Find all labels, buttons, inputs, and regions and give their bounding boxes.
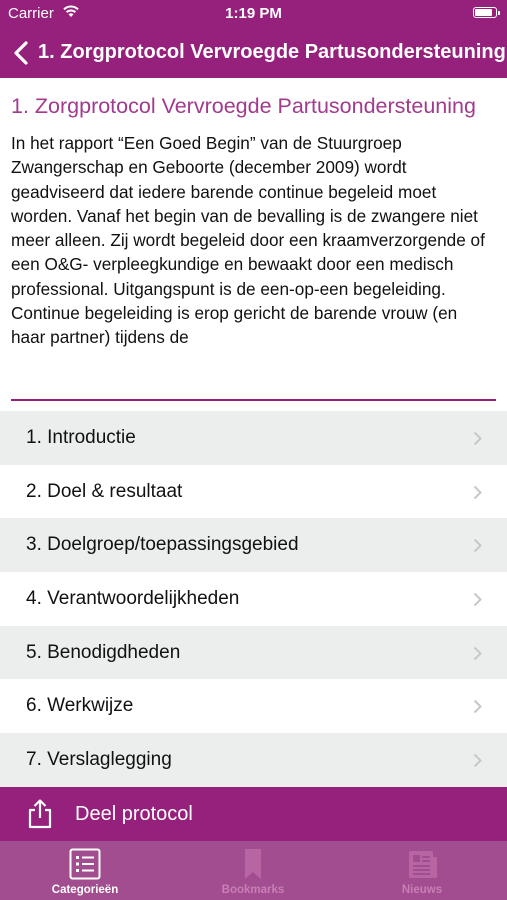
chevron-right-icon	[473, 592, 482, 607]
newspaper-icon	[406, 848, 438, 880]
back-chevron-icon[interactable]	[12, 40, 30, 66]
tab-label: Categorieën	[51, 884, 119, 896]
chevron-right-icon	[473, 646, 482, 661]
tab-bar	[0, 841, 507, 900]
section-item-doel-resultaat[interactable]	[0, 465, 507, 519]
battery-level	[475, 9, 492, 16]
tab-categorieen[interactable]	[25, 841, 145, 900]
list-icon	[69, 848, 101, 880]
chevron-right-icon	[473, 699, 482, 714]
chevron-right-icon	[473, 431, 482, 446]
section-item-verslaglegging[interactable]	[0, 733, 507, 787]
tab-bookmarks[interactable]	[193, 841, 313, 900]
divider	[11, 399, 496, 401]
bookmark-icon	[237, 848, 269, 880]
section-item-benodigdheden[interactable]	[0, 626, 507, 680]
section-item-werkwijze[interactable]	[0, 679, 507, 733]
chevron-right-icon	[473, 753, 482, 768]
status-bar	[0, 0, 507, 28]
nav-title: 1. Zorgprotocol Vervroegde Partusondersteuning	[38, 41, 506, 63]
article	[0, 78, 507, 348]
section-item-introductie[interactable]	[0, 411, 507, 465]
chevron-right-icon	[473, 485, 482, 500]
tab-label: Nieuws	[401, 884, 443, 896]
section-item-label: 4. Verantwoordelijkheden	[26, 587, 240, 609]
tab-nieuws[interactable]	[362, 841, 482, 900]
nav-bar	[0, 28, 507, 78]
article-heading: 1. Zorgprotocol Vervroegde Partusondersteuning	[11, 94, 476, 118]
share-protocol-button[interactable]	[0, 787, 507, 841]
section-item-label: 6. Werkwijze	[26, 695, 134, 717]
section-item-verantwoordelijkheden[interactable]	[0, 572, 507, 626]
battery-icon	[473, 7, 497, 18]
section-item-label: 3. Doelgroep/toepassingsgebied	[26, 534, 299, 556]
section-item-label: 2. Doel & resultaat	[26, 480, 183, 502]
article-body: In het rapport “Een Goed Begin” van de Stuurgroep Zwangerschap en Geboorte (december 2009) wordt geadviseerd dat iedere barende continue begeleid moet worden. Vanaf het begin van de bevalling is de zwangere niet meer alleen. Zij wordt begeleid door een kraamverzorgende of een O&G- verpleegkundige en bewaakt door een medisch professional. Uitgangspunt is de een-op-een begeleiding. Continue begeleiding is erop gericht de barende vrouw (en haar partner) tijdens de	[11, 133, 485, 348]
section-item-label: 5. Benodigdheden	[26, 641, 181, 663]
section-item-label: 7. Verslaglegging	[26, 748, 172, 770]
clock: 1:19 PM	[225, 5, 282, 22]
share-label: Deel protocol	[75, 803, 193, 825]
chevron-right-icon	[473, 538, 482, 553]
section-item-doelgroep[interactable]	[0, 518, 507, 572]
share-icon	[27, 799, 53, 829]
section-list	[0, 411, 507, 787]
tab-label: Bookmarks	[221, 884, 285, 896]
carrier-label: Carrier	[8, 5, 54, 22]
section-item-label: 1. Introductie	[26, 426, 136, 448]
